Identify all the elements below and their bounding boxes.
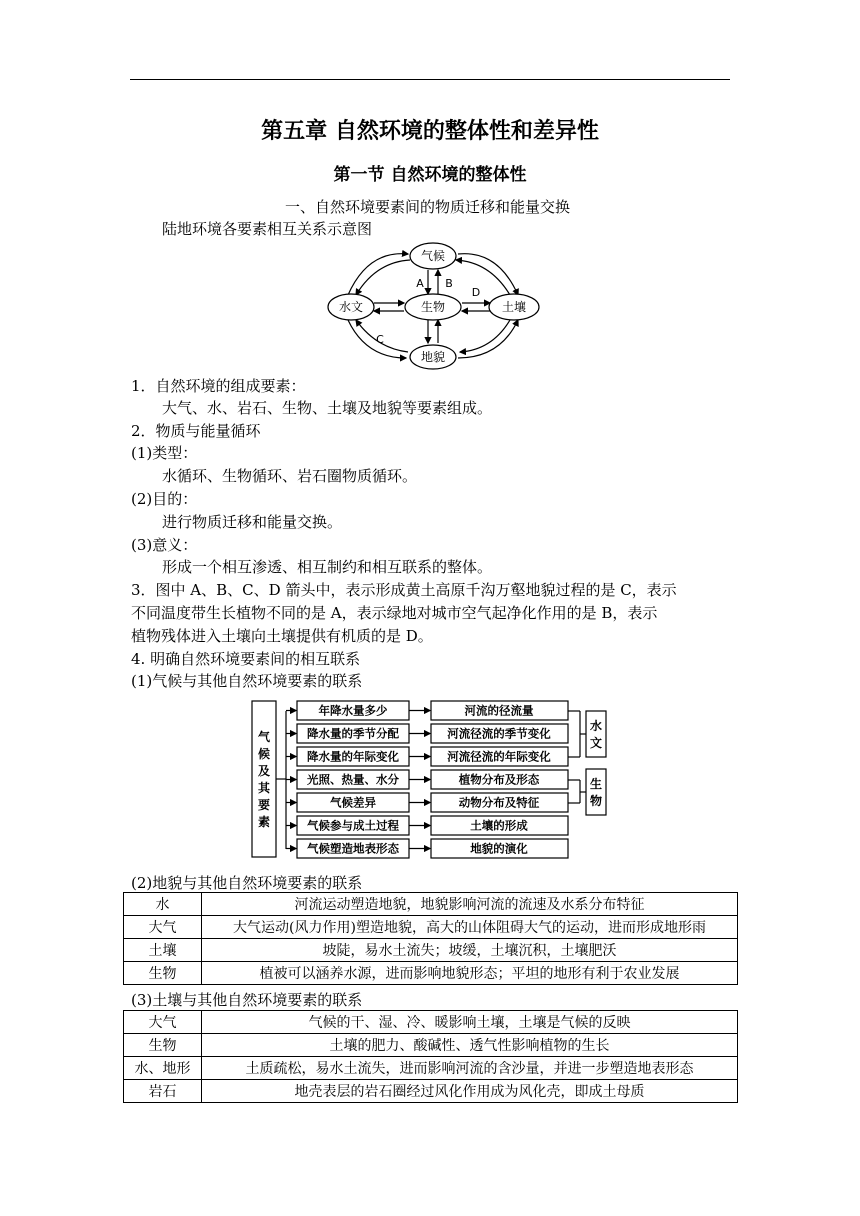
header-rule — [130, 79, 730, 80]
climate-factor-label: 气候差异 — [330, 795, 376, 810]
table-row — [124, 893, 738, 916]
para-2-1-body: 水循环、生物循环、岩石圈物质循环。 — [162, 467, 418, 485]
climate-effect-label: 河流的径流量 — [464, 703, 534, 718]
table-cell-value: 地壳表层的岩石圈经过风化作用成为风化壳，即成土母质 — [202, 1080, 738, 1103]
landform-relations-table — [123, 892, 738, 985]
table-row — [124, 1034, 738, 1057]
climate-factor-label: 光照、热量、水分 — [307, 772, 399, 787]
table-cell-key: 水 — [124, 893, 202, 916]
table-cell-key: 大气 — [124, 916, 202, 939]
section-title: 第一节 自然环境的整体性 — [333, 165, 527, 185]
climate-effect-label: 动物分布及特征 — [458, 795, 540, 810]
group-bio-label-1: 生 — [589, 777, 603, 791]
climate-elements-label-char: 及 — [257, 764, 271, 778]
table-row — [124, 1080, 738, 1103]
group-water-label-2: 文 — [589, 736, 603, 750]
node-water-label: 水文 — [338, 300, 364, 314]
para-2-2-body: 进行物质迁移和能量交换。 — [162, 513, 343, 531]
para-1-body: 大气、水、岩石、生物、土壤及地貌等要素组成。 — [162, 399, 493, 417]
climate-elements-box — [252, 701, 276, 857]
table-cell-key: 生物 — [124, 1034, 202, 1057]
climate-factor-label: 气候塑造地表形态 — [307, 841, 399, 856]
table-row — [124, 1057, 738, 1080]
node-soil-label: 土壤 — [501, 300, 527, 314]
climate-factor-label: 降水量的年际变化 — [307, 749, 399, 764]
para-3-line-3: 植物残体进入土壤向土壤提供有机质的是 D。 — [131, 627, 433, 645]
para-2-heading: 2．物质与能量循环 — [131, 422, 261, 440]
arrow-label-c: C — [376, 333, 384, 346]
table-cell-value: 气候的干、湿、冷、暖影响土壤，土壤是气候的反映 — [202, 1011, 738, 1034]
para-3-line-1: 3．图中 A、B、C、D 箭头中，表示形成黄土高原千沟万壑地貌过程的是 C，表示 — [131, 581, 677, 599]
table-cell-key: 水、地形 — [124, 1057, 202, 1080]
chapter-title: 第五章 自然环境的整体性和差异性 — [261, 119, 599, 144]
group-water-label-1: 水 — [589, 719, 603, 733]
table-cell-value: 大气运动(风力作用)塑造地貌，高大的山体阻碍大气的运动，进而形成地形雨 — [202, 916, 738, 939]
climate-effect-label: 河流径流的年际变化 — [447, 749, 551, 764]
climate-effect-label: 土壤的形成 — [470, 818, 528, 833]
table-cell-key: 大气 — [124, 1011, 202, 1034]
para-1-heading: 1．自然环境的组成要素： — [131, 377, 306, 395]
climate-factor-label: 年降水量多少 — [318, 703, 388, 718]
climate-effect-label: 河流径流的季节变化 — [447, 726, 551, 741]
table-cell-value: 河流运动塑造地貌，地貌影响河流的流速及水系分布特征 — [202, 893, 738, 916]
subsection-title: 一、自然环境要素间的物质迁移和能量交换 — [285, 198, 571, 216]
table-cell-value: 土壤的肥力、酸碱性、透气性影响植物的生长 — [202, 1034, 738, 1057]
arrow-label-d: D — [471, 286, 481, 299]
arrow-label-b: B — [445, 277, 453, 290]
para-2-1-heading: (1)类型： — [131, 444, 198, 462]
table-cell-key: 岩石 — [124, 1080, 202, 1103]
para-4-heading: 4. 明确自然环境要素间的相互联系 — [131, 650, 361, 668]
para-2-3-heading: (3)意义： — [131, 536, 198, 554]
table-cell-value: 土质疏松，易水土流失，进而影响河流的含沙量，并进一步塑造地表形态 — [202, 1057, 738, 1080]
climate-factor-label: 气候参与成土过程 — [307, 818, 399, 833]
climate-elements-label-char: 素 — [257, 815, 271, 829]
table-row — [124, 939, 738, 962]
para-4-1-heading: (1)气候与其他自然环境要素的联系 — [131, 672, 363, 690]
climate-effect-label: 植物分布及形态 — [458, 772, 540, 787]
climate-elements-label-char: 候 — [257, 747, 271, 761]
climate-relations-diagram — [250, 697, 620, 859]
climate-elements-label-char: 要 — [257, 798, 271, 812]
diagram-caption: 陆地环境各要素相互关系示意图 — [162, 220, 373, 238]
soil-relations-table — [123, 1010, 738, 1103]
climate-effect-label: 地貌的演化 — [470, 841, 528, 856]
group-bio-label-2: 物 — [589, 794, 603, 808]
table-cell-value: 坡陡，易水土流失；坡缓，土壤沉积，土壤肥沃 — [202, 939, 738, 962]
group-bio-box — [586, 769, 606, 815]
node-bio-label: 生物 — [420, 300, 446, 314]
table-row — [124, 962, 738, 985]
para-4-3-heading: (3)土壤与其他自然环境要素的联系 — [131, 991, 363, 1009]
environment-relationship-diagram — [318, 240, 548, 370]
para-2-2-heading: (2)目的： — [131, 490, 198, 508]
table-row — [124, 916, 738, 939]
node-climate-label: 气候 — [420, 249, 446, 263]
table-row — [124, 1011, 738, 1034]
table-cell-key: 土壤 — [124, 939, 202, 962]
climate-factor-label: 降水量的季节分配 — [307, 726, 399, 741]
node-landform-label: 地貌 — [420, 350, 446, 364]
climate-elements-label-char: 其 — [257, 781, 271, 795]
table-cell-key: 生物 — [124, 962, 202, 985]
para-2-3-body: 形成一个相互渗透、相互制约和相互联系的整体。 — [162, 558, 493, 576]
para-4-2-heading: (2)地貌与其他自然环境要素的联系 — [131, 874, 363, 892]
table-cell-value: 植被可以涵养水源，进而影响地貌形态；平坦的地形有利于农业发展 — [202, 962, 738, 985]
para-3-line-2: 不同温度带生长植物不同的是 A，表示绿地对城市空气起净化作用的是 B，表示 — [131, 604, 658, 622]
climate-elements-label-char: 气 — [257, 730, 271, 744]
group-water-box — [586, 711, 606, 757]
arrow-label-a: A — [416, 277, 424, 290]
